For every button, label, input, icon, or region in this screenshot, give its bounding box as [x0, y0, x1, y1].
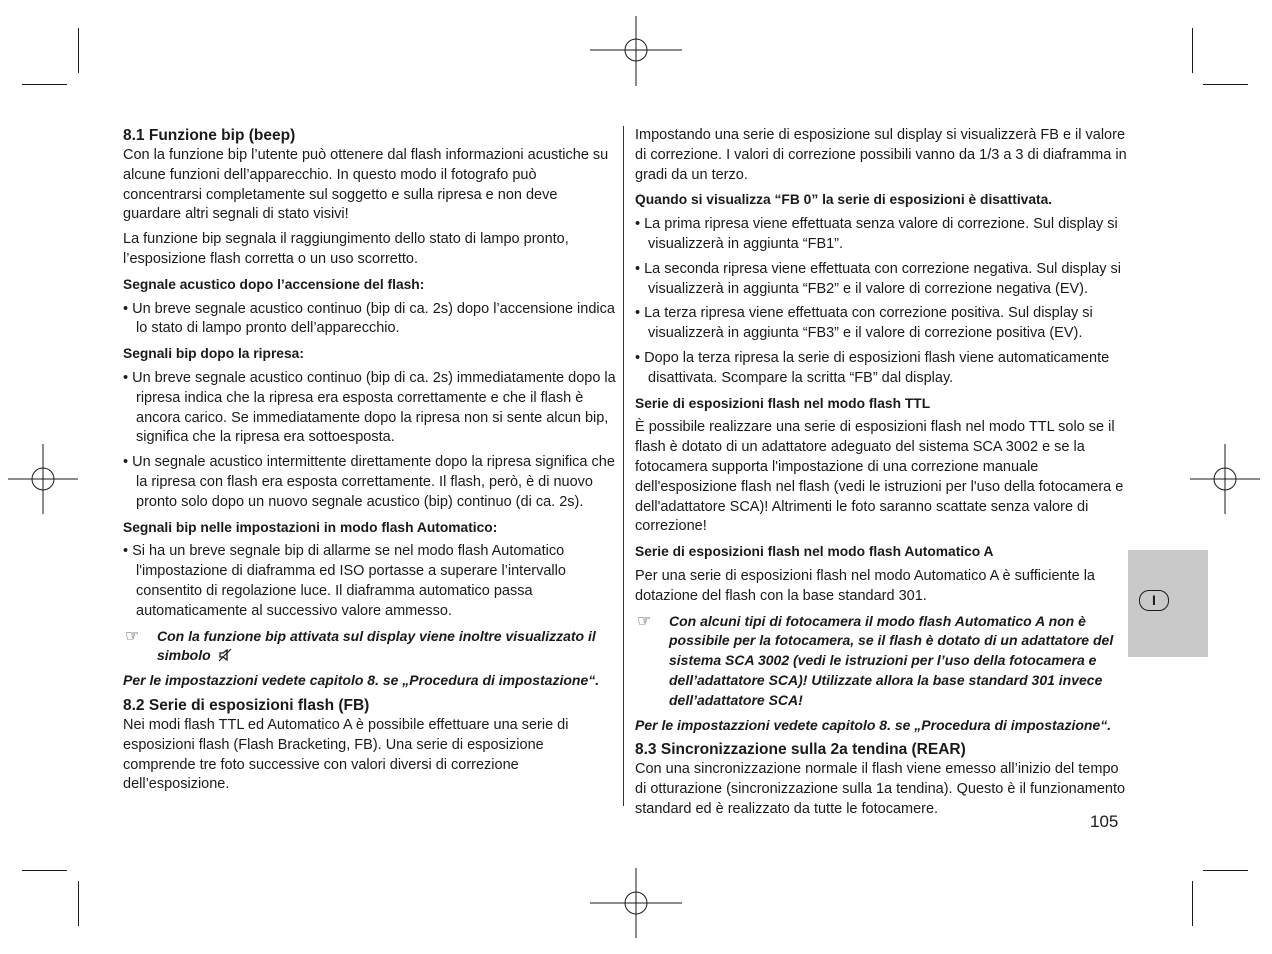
language-tab-label: I: [1139, 590, 1169, 611]
section-heading: 8.3 Sincronizzazione sulla 2a tendina (REAR): [635, 741, 966, 759]
subheading: Segnali bip dopo la ripresa:: [123, 346, 304, 362]
left-column: [123, 126, 617, 800]
paragraph: Con una sincronizzazione normale il flash viene emesso all’inizio del tempo di otturazione (sincronizzazione sulla 1a tendina). Questo è il funzionamento standard ed è realizzato da tutte le fotocamere.: [635, 761, 1126, 817]
paragraph: Nei modi flash TTL ed Automatico A è possibile effettuare una serie di esposizioni flash (Flash Bracketing, FB). Una serie di esposizione comprende tre foto successive con valori diversi di correzione dell’esposizione.: [123, 716, 569, 793]
speaker-icon: [218, 648, 232, 662]
reference-note: Per le impostazzioni vedete capitolo 8. se „Procedura di impostazione“.: [635, 716, 1112, 733]
crop-mark: [78, 28, 79, 73]
column-divider: [623, 126, 624, 806]
registration-mark-icon: [590, 868, 682, 938]
bullet-item: • La seconda ripresa viene effettuata con correzione negativa. Sul display si visualizzerà in aggiunta “FB2” e il valore di correzione negativa (EV).: [635, 260, 1129, 300]
crop-mark: [22, 870, 67, 871]
bullet-item: • La terza ripresa viene effettuata con correzione positiva. Sul display si visualizzerà in aggiunta “FB3” e il valore di correzione positiva (EV).: [635, 304, 1129, 344]
right-column: [635, 126, 1129, 825]
bullet-item: • Dopo la terza ripresa la serie di esposizioni flash viene automaticamente disattivata. Scompare la scritta “FB” dal display.: [635, 349, 1129, 389]
page-number: 105: [1090, 812, 1119, 831]
bullet-item: • Un segnale acustico intermittente direttamente dopo la ripresa significa che la ripresa con flash era esposta correttamente. Il flash, però, è di nuovo pronto solo dopo un nuovo segnale acustico (bip) continuo (di ca. 2s).: [123, 453, 617, 512]
crop-mark: [1192, 881, 1193, 926]
note-text: Con alcuni tipi di fotocamera il modo flash Automatico A non è possibile per la fotocamera, se il flash è dotato di un adattatore del sistema SCA 3002 (vedi le istruzioni per l’uso della fotocamera e dell’adattatore SCA)! Utilizzate allora la base standard 301 invece dell’adattatore SCA!: [669, 612, 1114, 708]
language-tab: [1128, 550, 1208, 657]
crop-mark: [1192, 28, 1193, 73]
paragraph: La funzione bip segnala il raggiungimento dello stato di lampo pronto, l’esposizione flash corretta o un uso scorretto.: [123, 231, 569, 267]
note: [635, 612, 1129, 711]
bullet-item: • Si ha un breve segnale bip di allarme se nel modo flash Automatico l'impostazione di diaframma ed ISO portasse a superare l’intervallo consentito di regolazione luce. Il diaframma automatico passa automaticamente al successivo valore ammesso.: [123, 542, 617, 621]
paragraph: Impostando una serie di esposizione sul display si visualizzerà FB e il valore di correzione. I valori di correzione possibili vanno da 1/3 a 3 di diaframma in gradi da un terzo.: [635, 127, 1127, 183]
section-heading: 8.2 Serie di esposizioni flash (FB): [123, 696, 370, 714]
pointing-hand-icon: ☞: [637, 612, 652, 630]
bullet-item: • Un breve segnale acustico continuo (bip di ca. 2s) dopo l’accensione indica lo stato di lampo pronto dell’apparecchio.: [123, 300, 617, 340]
subheading: Segnale acustico dopo l’accensione del flash:: [123, 276, 425, 292]
note: [123, 627, 617, 667]
bullet-item: • La prima ripresa viene effettuata senza valore di correzione. Sul display si visualizzerà in aggiunta “FB1”.: [635, 215, 1129, 255]
registration-mark-icon: [1190, 444, 1260, 514]
paragraph: Con la funzione bip l’utente può ottenere dal flash informazioni acustiche su alcune funzioni dell’apparecchio. In questo modo il fotografo può concentrarsi completamente sul soggetto e sulla ripresa e non deve guardare altri segnali di stato visivi!: [123, 147, 609, 223]
note-text: Con la funzione bip attivata sul display viene inoltre visualizzato il simbolo: [157, 627, 596, 664]
subheading: Segnali bip nelle impostazioni in modo flash Automatico:: [123, 519, 498, 535]
pointing-hand-icon: ☞: [125, 627, 140, 645]
crop-mark: [22, 84, 67, 85]
bullet-item: • Un breve segnale acustico continuo (bip di ca. 2s) immediatamente dopo la ripresa indica che la ripresa era esposta correttamente e che il flash è ancora carico. Se immediatamente dopo la ripresa non si sente alcun bip, significa che la ripresa era sottoesposta.: [123, 369, 617, 448]
registration-mark-icon: [590, 16, 682, 86]
crop-mark: [1203, 84, 1248, 85]
subheading: Serie di esposizioni flash nel modo flash Automatico A: [635, 544, 994, 560]
crop-mark: [1203, 870, 1248, 871]
section-heading: 8.1 Funzione bip (beep): [123, 127, 296, 144]
registration-mark-icon: [8, 444, 78, 514]
paragraph: Per una serie di esposizioni flash nel modo Automatico A è sufficiente la dotazione del flash con la base standard 301.: [635, 567, 1095, 604]
paragraph: È possibile realizzare una serie di esposizioni flash nel modo TTL solo se il flash è dotato di un adattatore adeguato del sistema SCA 3002 e se la fotocamera supporta l'impostazione di una correzione manuale dell'esposizione flash nel flash (vedi le istruzioni per l'uso della fotocamera e dell'adattatore SCA)! Altrimenti le foto saranno scattate senza valore di correzione!: [635, 419, 1124, 535]
subheading: Serie di esposizioni flash nel modo flash TTL: [635, 395, 931, 411]
subheading: Quando si visualizza “FB 0” la serie di esposizioni è disattivata.: [635, 192, 1053, 208]
reference-note: Per le impostazzioni vedete capitolo 8. se „Procedura di impostazione“.: [123, 672, 600, 689]
crop-mark: [78, 881, 79, 926]
